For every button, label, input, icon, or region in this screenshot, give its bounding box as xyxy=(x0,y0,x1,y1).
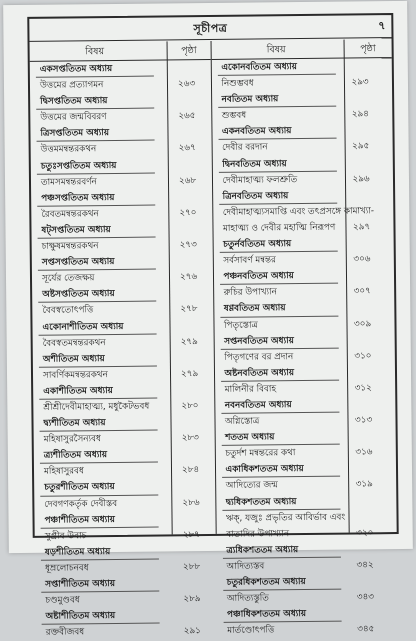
chapter-heading-row xyxy=(35,575,216,593)
entry-title: বৈবস্বতোৎপত্তি xyxy=(42,305,94,317)
toc-entry-row xyxy=(31,173,212,191)
toc-entry-row xyxy=(214,316,395,334)
chapter-heading: চতুরধিকশততম অধ্যায় xyxy=(226,576,306,588)
entry-page-number: ২৬৫ xyxy=(178,111,196,122)
entry-title: দেবীমাহাত্ম্যসমাপ্তি এবং তৎপ্রসঙ্গে কামাখ্যা- xyxy=(222,206,375,218)
chapter-heading: দ্ব্যশীতিতম অধ্যায় xyxy=(43,418,106,429)
chapter-heading-row xyxy=(216,493,397,511)
chapter-heading: দ্বিনবতিতম অধ্যায় xyxy=(222,158,287,170)
chapter-heading: ত্র্যশীতিতম অধ্যায় xyxy=(43,450,108,461)
entry-title: রক্তবীজবধ xyxy=(45,627,85,638)
entry-page-number: ৩১২ xyxy=(354,383,372,394)
entry-title: ঋক্‌, যজুঃ প্রভৃতির আবির্ভাব এবং xyxy=(225,512,346,524)
entry-page-number: ৩৪৩ xyxy=(356,592,375,603)
entry-title: চতুর্দশ মন্বন্তরের কথা xyxy=(225,448,296,460)
entry-title: মালিনীর বিবাহ xyxy=(224,384,277,395)
entry-page-number: ২৬৩ xyxy=(177,79,196,90)
toc-entry-row xyxy=(35,527,216,545)
page-title: সূচীপত্র xyxy=(193,21,228,36)
toc-entry-row xyxy=(31,205,212,223)
page-header-label: পৃষ্ঠা xyxy=(181,45,197,57)
toc-entry-row xyxy=(33,334,214,352)
toc-entry-row xyxy=(215,380,396,398)
entry-page-number: ২৭০ xyxy=(179,207,197,219)
toc-entry-row xyxy=(212,106,393,124)
chapter-heading: একোনবতিতম অধ্যায় xyxy=(221,62,297,73)
chapter-heading: অশীতিতম অধ্যায় xyxy=(42,353,105,365)
toc-entry-row xyxy=(30,108,211,126)
entry-title: তামসমন্বন্তরবর্ণন xyxy=(40,176,97,188)
entry-title: আদিত্যস্তুতি xyxy=(226,593,269,604)
chapter-heading: ষট্সপ্ততিতম অধ্যায় xyxy=(41,224,111,236)
toc-entry-row xyxy=(31,140,212,158)
chapter-heading-row xyxy=(214,299,395,317)
toc-entry-row xyxy=(211,74,392,92)
chapter-heading-row xyxy=(32,253,213,271)
toc-entry-row xyxy=(212,171,393,189)
entry-title: আদিত্যের জন্ম xyxy=(225,480,278,492)
chapter-heading-row xyxy=(33,414,214,432)
chapter-heading-row xyxy=(33,350,214,368)
entry-title: শ্রীশ্রীদেবীমাহাত্ম্য, মধুকৈটভবধ xyxy=(43,401,150,413)
entry-page-number: ২৯১ xyxy=(183,626,201,637)
entry-title: দেবীর বরদান xyxy=(222,142,268,154)
toc-entry-row xyxy=(215,444,396,462)
entry-title: শুম্ভবধ xyxy=(221,110,247,122)
chapter-heading-row xyxy=(34,511,215,529)
chapter-heading: একনবতিতম অধ্যায় xyxy=(221,126,292,138)
right-column-header xyxy=(211,39,392,60)
entry-title: মহিষাসুরবধ xyxy=(43,466,84,478)
entry-title: সর্বসাবর্ণ মন্বন্তর xyxy=(223,255,276,266)
entry-title: মাহাত্ম্য ও দেবীর মহাত্মি নিরূপণ xyxy=(222,222,336,234)
toc-entry-row xyxy=(217,589,398,607)
chapter-heading-row xyxy=(211,58,392,76)
chapter-heading: ষড়শীতিতম অধ্যায় xyxy=(44,546,111,558)
entry-title: ধূম্রলোচনবধ xyxy=(44,563,89,574)
chapter-heading-row xyxy=(34,446,215,464)
chapter-heading-row xyxy=(213,267,394,285)
chapter-heading: চতুরশীতিতম অধ্যায় xyxy=(44,482,115,494)
toc-entry-row xyxy=(36,623,217,641)
entry-title: চণ্ডমুণ্ডবধ xyxy=(45,595,80,606)
toc-entry-row xyxy=(33,398,214,416)
chapter-heading-row xyxy=(31,221,212,239)
chapter-heading-row xyxy=(215,396,396,414)
entry-title: রৈবতমন্বন্তরকথন xyxy=(41,208,99,220)
chapter-heading-row xyxy=(214,364,395,382)
chapter-heading-row xyxy=(34,478,215,496)
entry-page-number: ২৭৬ xyxy=(179,272,198,283)
toc-entry-row xyxy=(216,525,397,543)
entry-title: সাবর্ণিকমন্বন্তরকথন xyxy=(42,369,108,381)
entry-title: রুচির উপাখ্যান xyxy=(223,287,277,299)
entry-page-number: ৩১৩ xyxy=(354,415,373,426)
toc-entry-row xyxy=(34,430,215,448)
entry-page-number: ২৮৭ xyxy=(182,529,200,540)
chapter-heading-row xyxy=(33,382,214,400)
entry-page-number: ২৭৩ xyxy=(179,240,197,251)
chapter-heading: একাশীতিতম অধ্যায় xyxy=(43,385,113,397)
book-page xyxy=(3,1,413,638)
toc-entry-row xyxy=(34,494,215,512)
toc-entry-row xyxy=(33,366,214,384)
chapter-heading-row xyxy=(30,124,211,142)
chapter-heading: অষ্টনবতিতম অধ্যায় xyxy=(224,367,295,379)
entry-title: মহিষাসুরসৈন্যবধ xyxy=(43,434,101,445)
left-column-header xyxy=(30,41,211,62)
right-entries xyxy=(211,58,398,639)
chapter-heading: পঞ্চসপ্ততিতম অধ্যায় xyxy=(41,192,115,204)
chapter-heading-row xyxy=(214,332,395,350)
entry-title: বাতাদির উপাখ্যান xyxy=(226,528,290,540)
entry-title: আদিত্যস্তব xyxy=(226,561,265,572)
chapter-heading: শততম অধ্যায় xyxy=(225,432,275,443)
chapter-heading: সপ্তসপ্ততিতম অধ্যায় xyxy=(41,257,115,268)
page-frame xyxy=(27,13,398,638)
chapter-heading-row xyxy=(215,428,396,446)
chapter-heading: ত্রিনবতিতম অধ্যায় xyxy=(222,190,289,202)
entry-title: দেবীমাহাত্ম্য ফলশ্রুতি xyxy=(222,174,298,186)
entry-page-number: ৩১৬ xyxy=(355,447,373,458)
entry-page-number: ৩৪২ xyxy=(356,560,374,571)
page-number: ৭ xyxy=(378,19,386,33)
toc-entry-row xyxy=(216,476,397,494)
entry-page-number: ২৭৯ xyxy=(180,368,199,380)
chapter-heading-row xyxy=(213,187,394,205)
entry-title: পিতৃস্তোত্র xyxy=(223,319,259,331)
chapter-heading: ত্র্যধিকশততম অধ্যায় xyxy=(226,544,299,556)
chapter-heading: একসপ্ততিতম অধ্যায় xyxy=(39,63,113,75)
entry-page-number: ২৮৩ xyxy=(181,433,199,444)
entry-title: নিশুম্ভবধ xyxy=(221,78,254,89)
chapter-heading: সপ্তাশীতিতম অধ্যায় xyxy=(45,578,116,590)
toc-entry-row xyxy=(34,462,215,480)
chapter-heading: ত্রিসপ্ততিতম অধ্যায় xyxy=(40,128,110,140)
entry-page-number: ২৮৮ xyxy=(182,562,201,573)
entry-title: পিতৃগণের বর প্রদান xyxy=(224,351,294,363)
chapter-heading-row xyxy=(216,541,397,559)
left-column xyxy=(30,41,217,638)
entry-page-number: ২৬৮ xyxy=(178,175,197,186)
chapter-heading-row xyxy=(213,235,394,253)
chapter-heading-row xyxy=(215,460,396,478)
entry-page-number: ২৮০ xyxy=(181,401,199,412)
toc-entry-row xyxy=(214,348,395,366)
chapter-heading-row xyxy=(217,605,398,623)
entry-page-number: ৩০৯ xyxy=(353,318,372,329)
chapter-heading: একোনাশীতিতম অধ্যায় xyxy=(42,321,124,333)
toc-entry-row xyxy=(32,301,213,319)
toc-entry-row xyxy=(32,237,213,255)
entry-title: উত্তমের প্রত্যাগমন xyxy=(39,80,104,91)
entry-page-number: ৩২০ xyxy=(356,528,374,539)
toc-entry-row xyxy=(216,509,397,527)
toc-entry-row xyxy=(214,283,395,301)
chapter-heading-row xyxy=(30,92,211,110)
toc-entry-row xyxy=(217,621,398,639)
entry-page-number: ২৯৫ xyxy=(352,141,370,152)
chapter-heading: চতুঃসপ্ততিতম অধ্যায় xyxy=(40,160,117,172)
entry-page-number: ২৮৬ xyxy=(182,497,200,508)
toc-entry-row xyxy=(213,203,394,221)
chapter-heading-row xyxy=(32,317,213,335)
entry-page-number: ২৯৩ xyxy=(351,77,369,88)
entry-title: বৈবস্বতমন্বন্তরকথন xyxy=(42,337,106,349)
contents-columns xyxy=(30,39,397,638)
entry-page-number: ২৬৭ xyxy=(178,143,196,154)
subject-header: বিষয় xyxy=(266,44,286,56)
chapter-heading-row xyxy=(30,60,211,78)
chapter-heading-row xyxy=(212,90,393,108)
entry-page-number: ৩১০ xyxy=(354,350,372,362)
chapter-heading: পঞ্চাশীতিতম অধ্যায় xyxy=(44,514,116,526)
page-header xyxy=(29,15,391,42)
chapter-heading-row xyxy=(212,122,393,140)
entry-title: সুগ্রীব উবাচ xyxy=(44,531,87,542)
chapter-heading: পঞ্চনবতিতম অধ্যায় xyxy=(223,271,294,283)
chapter-heading: অষ্টাশীতিতম অধ্যায় xyxy=(45,611,116,622)
entry-title: দেবগণকর্তৃক দেবীস্তব xyxy=(44,498,118,510)
chapter-heading: নবতিতম অধ্যায় xyxy=(221,94,279,106)
chapter-heading-row xyxy=(31,189,212,207)
toc-entry-row xyxy=(213,251,394,269)
toc-entry-row xyxy=(35,591,216,609)
toc-entry-row xyxy=(35,559,216,577)
subject-header: বিষয় xyxy=(85,46,105,58)
chapter-heading-row xyxy=(35,543,216,561)
entry-title: উত্তমের জন্মবিবরণ xyxy=(40,112,107,124)
chapter-heading: অষ্টসপ্ততিতম অধ্যায় xyxy=(42,289,115,301)
page-header-label: পৃষ্ঠা xyxy=(360,43,376,55)
left-entries xyxy=(30,60,217,641)
toc-entry-row xyxy=(212,139,393,157)
entry-page-number: ৩০৬ xyxy=(353,254,371,265)
toc-entry-row xyxy=(30,76,211,94)
entry-page-number: ২৮৪ xyxy=(181,465,200,476)
chapter-heading-row xyxy=(212,155,393,173)
toc-entry-row xyxy=(32,269,213,287)
entry-title: অগ্নিস্তোত্র xyxy=(224,416,260,427)
chapter-heading: চতুর্নবতিতম অধ্যায় xyxy=(223,239,292,250)
toc-entry-row xyxy=(215,412,396,430)
toc-entry-row xyxy=(213,219,394,237)
chapter-heading-row xyxy=(217,573,398,591)
chapter-heading-row xyxy=(31,157,212,175)
chapter-heading: পঞ্চাধিকশততম অধ্যায় xyxy=(226,609,307,621)
chapter-heading-row xyxy=(32,285,213,303)
entry-page-number: ২৭৯ xyxy=(180,336,198,347)
entry-title: সূর্যের তেজক্ষয় xyxy=(41,273,95,284)
chapter-heading: দ্বিসপ্ততিতম অধ্যায় xyxy=(40,96,108,107)
chapter-heading-row xyxy=(35,607,216,625)
chapter-heading: দ্ব্যধিকশততম অধ্যায় xyxy=(225,496,297,508)
chapter-heading: একাধিকশততম অধ্যায় xyxy=(225,464,304,476)
entry-page-number: ২৭৮ xyxy=(180,304,198,315)
entry-page-number: ৩০৭ xyxy=(353,286,371,297)
entry-title: উত্তমমন্বন্তরকথন xyxy=(40,144,97,156)
chapter-heading: ষণ্ণবতিতম অধ্যায় xyxy=(223,303,286,315)
entry-page-number: ৩৪৫ xyxy=(357,624,375,635)
chapter-heading: সপ্তনবতিতম অধ্যায় xyxy=(224,335,294,347)
right-column xyxy=(211,39,397,637)
entry-page-number: ২৯৭ xyxy=(352,222,371,233)
entry-page-number: ২৯৪ xyxy=(351,109,370,120)
toc-entry-row xyxy=(216,557,397,575)
entry-page-number: ২৮৯ xyxy=(183,594,201,605)
entry-page-number: ২৯৬ xyxy=(352,173,370,185)
chapter-heading: নবনবতিতম অধ্যায় xyxy=(224,400,292,411)
entry-title: মার্তণ্ডোৎপত্তি xyxy=(227,625,275,637)
entry-page-number: ৩১৯ xyxy=(355,479,373,490)
entry-title: চাক্ষুষমন্বন্তরকথন xyxy=(41,241,99,252)
